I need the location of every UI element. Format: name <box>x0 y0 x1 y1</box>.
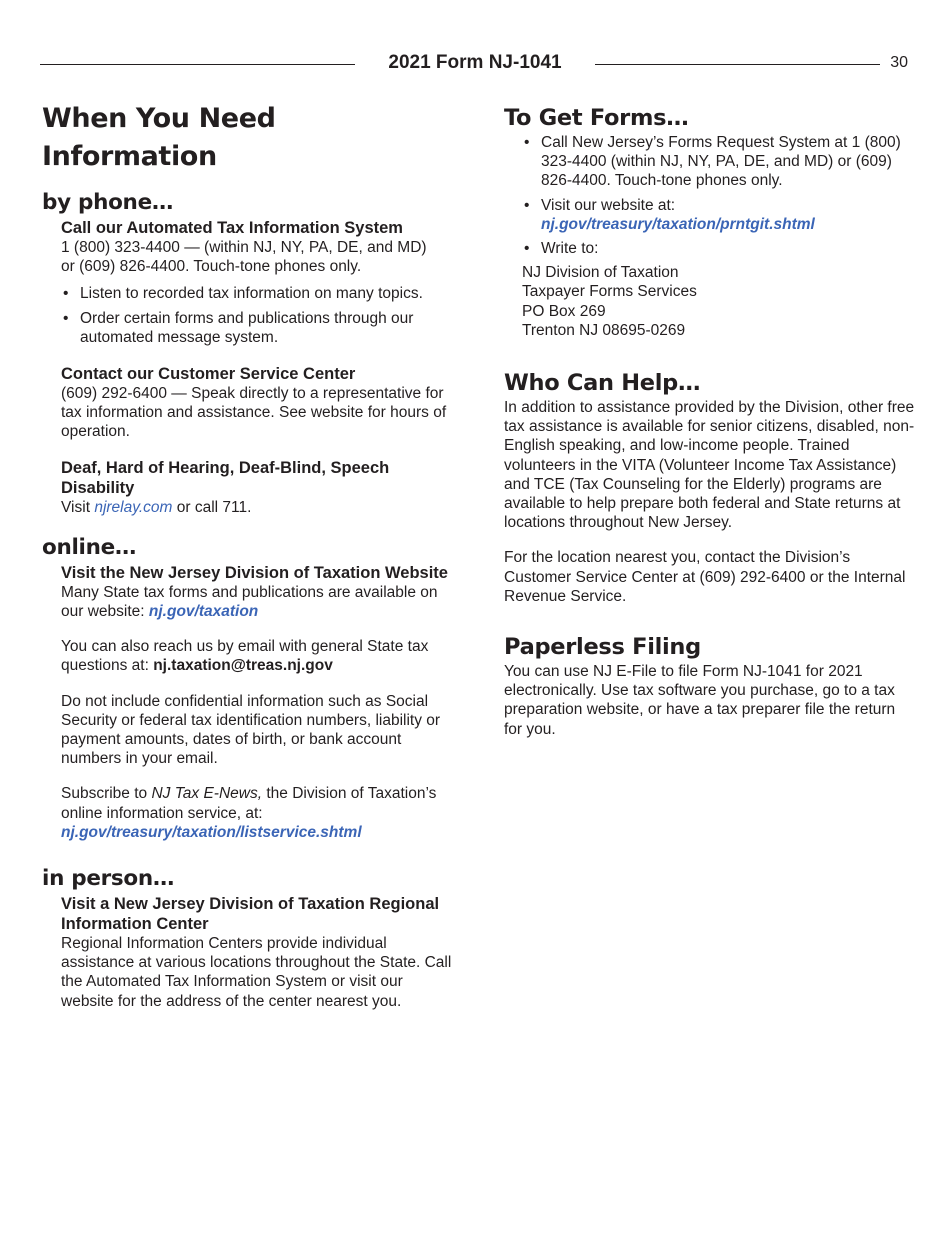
regional-center-title: Visit a New Jersey Division of Taxation Regional Information Center <box>61 895 440 934</box>
email-text: You can also reach us by email with general State tax questions at: nj.taxation@treas.nj.gov <box>61 638 429 675</box>
regional-center-text: Regional Information Centers provide individual assistance at various locations throughout the State. Call the Automated Tax Information System or visit our website for the address of the center nearest you. <box>61 935 452 1010</box>
automated-system-title: Call our Automated Tax Information System <box>61 219 403 237</box>
header-rule-left <box>40 64 355 65</box>
form-title: 2021 Form NJ-1041 <box>388 52 562 73</box>
paperless-heading: Paperless Filing <box>504 634 701 661</box>
website-title: Visit the New Jersey Division of Taxation Website <box>61 563 448 582</box>
help-heading: Who Can Help… <box>504 370 701 397</box>
list-item: • Visit our website at: nj.gov/treasury/taxation/prntgit.shtml <box>522 196 916 234</box>
in-person-heading: in person… <box>42 866 175 892</box>
main-heading: When You Need Information <box>42 103 276 172</box>
page-header <box>40 50 908 80</box>
list-item: • Listen to recorded tax information on many topics. <box>61 284 452 303</box>
njrelay-link[interactable]: njrelay.com <box>94 498 173 516</box>
phone-section <box>42 218 452 517</box>
taxation-website-link[interactable]: nj.gov/taxation <box>148 603 259 621</box>
right-column <box>504 103 916 739</box>
forms-section <box>504 133 916 340</box>
phone-heading: by phone… <box>42 190 174 215</box>
email-address[interactable]: nj.taxation@treas.nj.gov <box>153 657 333 675</box>
online-heading: online… <box>42 534 137 560</box>
confidential-warning: Do not include confidential information such as Social Security or federal tax identification numbers, liability or payment amounts, dates of birth, or bank account numbers in your email. <box>61 692 441 768</box>
deaf-services-text: Visit njrelay.com or call 711. <box>61 498 252 516</box>
list-item: • Write to: <box>522 239 916 258</box>
customer-service-text: (609) 292-6400 — Speak directly to a representative for tax information and assistance. See website for hours of operation. <box>61 385 447 441</box>
header-rule-right <box>595 64 880 65</box>
forms-website-link[interactable]: nj.gov/treasury/taxation/prntgit.shtml <box>541 215 815 233</box>
website-text: Many State tax forms and publications are available on our website: nj.gov/taxation <box>61 583 438 621</box>
help-text-1: In addition to assistance provided by the Division, other free tax assistance is available for senior citizens, disabled, non-English speaking, and low-income people. Trained volunteers in the VITA (Volunteer Income Tax Assistance) and TCE (Tax Counseling for the Elderly) programs are available to help prepare both federal and State returns at locations throughout New Jersey. <box>504 399 915 532</box>
page-number: 30 <box>890 54 908 71</box>
automated-phone-line-2: or (609) 826-4400. Touch-tone phones only. <box>61 258 362 276</box>
automated-phone-line-1: 1 (800) 323-4400 — (within NJ, NY, PA, DE, and MD) <box>61 239 427 256</box>
online-section <box>42 563 452 842</box>
listservice-link[interactable]: nj.gov/treasury/taxation/listservice.shtml <box>61 823 362 841</box>
paperless-text: You can use NJ E-File to file Form NJ-1041 for 2021 electronically. Use tax software you purchase, go to a tax preparation website, or have a tax preparer file the return for you. <box>504 663 896 738</box>
mailing-address: NJ Division of Taxation Taxpayer Forms Services PO Box 269 Trenton NJ 08695-0269 <box>522 264 697 339</box>
list-item: • Order certain forms and publications through our automated message system. <box>61 309 452 347</box>
forms-heading: To Get Forms… <box>504 105 689 131</box>
customer-service-title: Contact our Customer Service Center <box>61 365 356 384</box>
left-column <box>42 100 452 1011</box>
help-text-2: For the location nearest you, contact the Division’s Customer Service Center at (609) 292-6400 or the Internal Revenue Service. <box>504 549 906 605</box>
in-person-section <box>42 894 452 1011</box>
deaf-services-title: Deaf, Hard of Hearing, Deaf-Blind, Speech Disability <box>61 458 390 497</box>
forms-bullets <box>522 133 916 258</box>
list-item: • Call New Jersey’s Forms Request System at 1 (800) 323-4400 (within NJ, NY, PA, DE, and MD) or (609) 826-4400. Touch-tone phones only. <box>522 133 916 191</box>
automated-bullets <box>61 284 452 347</box>
subscribe-text: Subscribe to NJ Tax E-News, the Division of Taxation’s online information service, at: nj.gov/treasury/taxation/listservice.shtml <box>61 785 437 841</box>
